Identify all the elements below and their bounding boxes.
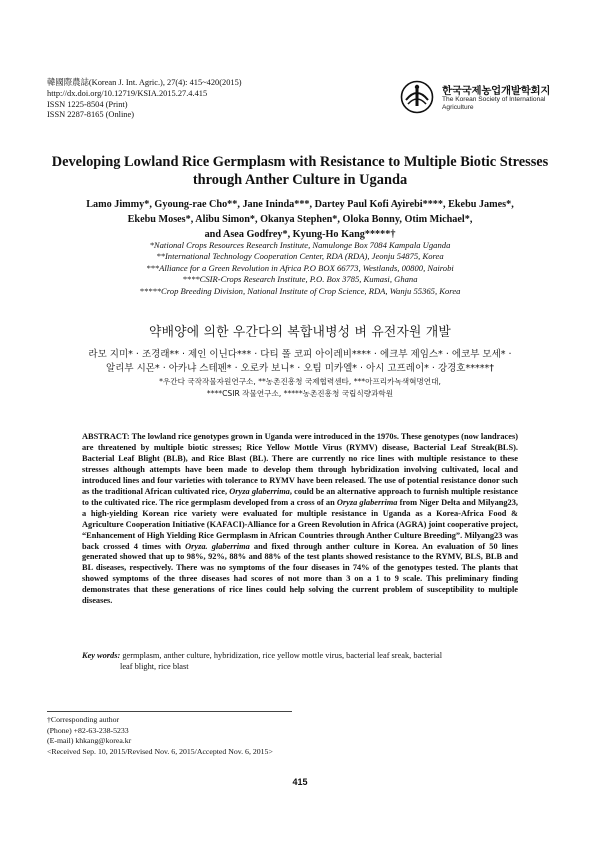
authors-line-3: and Asea Godfrey*, Kyung-Ho Kang*****† bbox=[204, 229, 396, 240]
abstract-text-4: and fixed through anther culture in Korea. An evaluation of 50 lines generated showed that up to 98%, 92%, 88% and 88% of the test plants showed resistance to the RYMV, BLS, BLB and BL diseases, respectively. There was no symptoms of the four diseases in 74% of the genotypes tested. The plants that showed symptoms of the three diseases had scores of not more than 3 on a 1 to 9 scale. This preliminary finding demonstrates that these generations of rice lines could help solving the current problem of susceptibility to multiple diseases. bbox=[82, 541, 518, 606]
authors-line-1: Lamo Jimmy*, Gyoung-rae Cho**, Jane Ininda***, Dartey Paul Kofi Ayirebi****, Ekebu James*, bbox=[86, 199, 514, 210]
korean-affiliation-line-1: *우간다 국작작물자원연구소, **농촌진흥청 국제협력센타, ***아프리카녹색혁명연대, bbox=[159, 377, 441, 386]
keywords bbox=[82, 651, 518, 673]
korean-authors-line-1: 라모 지미* · 조경래** · 제인 이닌다*** · 다티 폴 코피 아이레비**** · 에크부 제임스* · 에코부 모세* · bbox=[88, 349, 512, 360]
keywords-line-2: leaf blight, rice blast bbox=[120, 661, 189, 671]
keywords-line-1: germplasm, anther culture, hybridization, rice yellow mottle virus, bacterial leaf sreak, bacterial bbox=[120, 651, 443, 660]
issn-online: ISSN 2287-8165 (Online) bbox=[47, 110, 135, 120]
species-name: Oryza. glaberrima bbox=[185, 541, 250, 551]
journal-citation: 韓國際農誌(Korean J. Int. Agric.), 27(4): 415~420(2015) bbox=[47, 78, 242, 87]
article-title bbox=[40, 153, 560, 189]
species-name: Oryza glaberrima bbox=[336, 497, 398, 507]
issn-print: ISSN 1225-8504 (Print) bbox=[47, 99, 128, 109]
doi-link[interactable]: http://dx.doi.org/10.12719/KSIA.2015.27.4.415 bbox=[47, 88, 208, 98]
affiliation-3: ***Alliance for a Green Revolution in Africa P.O BOX 66773, Westlands, 00800, Nairobi bbox=[146, 262, 454, 273]
society-name-korean: 한국국제농업개발학회지 bbox=[442, 85, 551, 97]
affiliation-4: ****CSIR-Crops Research Institute, P.O. Box 3785, Kumasi, Ghana bbox=[182, 274, 418, 285]
footnote bbox=[47, 715, 447, 757]
title-line-1: Developing Lowland Rice Germplasm with Resistance to Multiple Biotic Stresses bbox=[51, 154, 549, 170]
corresponding-author: †Corresponding author bbox=[47, 715, 120, 724]
abstract bbox=[82, 432, 518, 607]
affiliations bbox=[40, 240, 560, 297]
received-dates: <Received Sep. 10, 2015/Revised Nov. 6, 2015/Accepted Nov. 6, 2015> bbox=[47, 746, 273, 756]
page-number: 415 bbox=[292, 777, 308, 787]
author-email[interactable]: (E-mail) khkang@korea.kr bbox=[47, 736, 132, 746]
society-name-english: The Korean Society of International Agriculture bbox=[442, 96, 546, 111]
korean-title: 약배양에 의한 우간다의 복합내병성 벼 유전자원 개발 bbox=[149, 325, 451, 340]
korean-authors-line-2: 알리부 시몬* · 아카냐 스테펜* · 오로카 보니* · 오팀 미카엘* · 아시 고프레이* · 강경호*****† bbox=[106, 363, 494, 374]
author-list bbox=[50, 197, 550, 242]
abstract-text-1: The lowland rice genotypes grown in Uganda were introduced in the 1970s. These genotypes (now landraces) are threatened by multiple biotic stresses; Rice Yellow Mottle Virus (RYMV) disease, Bacterial Leaf Streak(BLS). Bacterial Leaf Blight (BLB), and Rice Blast (BL). There are currently no rice lines with multiple resistance to these stresses although attempts have been made to develop them through hybridization involving cultivated, local and introduced lines and four varieties with tolerance to RYMV have been released. The use of potential resistance donor such as the traditional African cultivated rice, bbox=[82, 432, 518, 496]
korean-affiliation-line-2: ****CSIR 작물연구소, *****농촌진흥청 국립식량과학원 bbox=[206, 388, 394, 398]
title-line-2: through Anther Culture in Uganda bbox=[192, 172, 408, 188]
abstract-text-3: from Niger Delta and Milyang23, a high-yielding Korean rice variety were evaluated for multiple resistance in Uganda as a Korea-Africa Food & Agriculture Cooperation Initiative (KAFACI)-Alliance for a Green Revolution in Africa (AGRA) joint cooperative project, “Enhancement of High Yielding Rice Germplasm in African Countries through Anther Culture Breeding”. Milyang23 was back crossed 4 times with bbox=[82, 497, 518, 551]
footnote-divider bbox=[47, 711, 292, 712]
abstract-text-2: , could be an alternative approach to furnish multiple resistance to the cultivated rice. The rice germplasm developed from a cross of an bbox=[82, 486, 519, 507]
society-emblem-icon bbox=[400, 80, 434, 114]
abstract-label: ABSTRACT: bbox=[82, 432, 130, 441]
authors-line-2: Ekebu Moses*, Alibu Simon*, Okanya Stephen*, Oloka Bonny, Otim Michael*, bbox=[127, 214, 473, 225]
journal-header bbox=[47, 78, 347, 121]
society-logo bbox=[400, 80, 570, 118]
affiliation-1: *National Crops Resources Research Institute, Namulonge Box 7084 Kampala Uganda bbox=[149, 240, 451, 250]
affiliation-2: **International Technology Cooperation Center, RDA (RDA), Jeonju 54875, Korea bbox=[156, 251, 444, 262]
keywords-label: Key words: bbox=[82, 651, 121, 660]
korean-affiliations bbox=[40, 376, 560, 399]
species-name: Oryza glaberrima bbox=[229, 486, 290, 496]
korean-author-list bbox=[30, 348, 570, 376]
affiliation-5: *****Crop Breeding Division, National Institute of Crop Science, RDA, Wanju 55365, Korea bbox=[139, 285, 461, 296]
author-phone: (Phone) +82-63-238-5233 bbox=[47, 725, 129, 735]
